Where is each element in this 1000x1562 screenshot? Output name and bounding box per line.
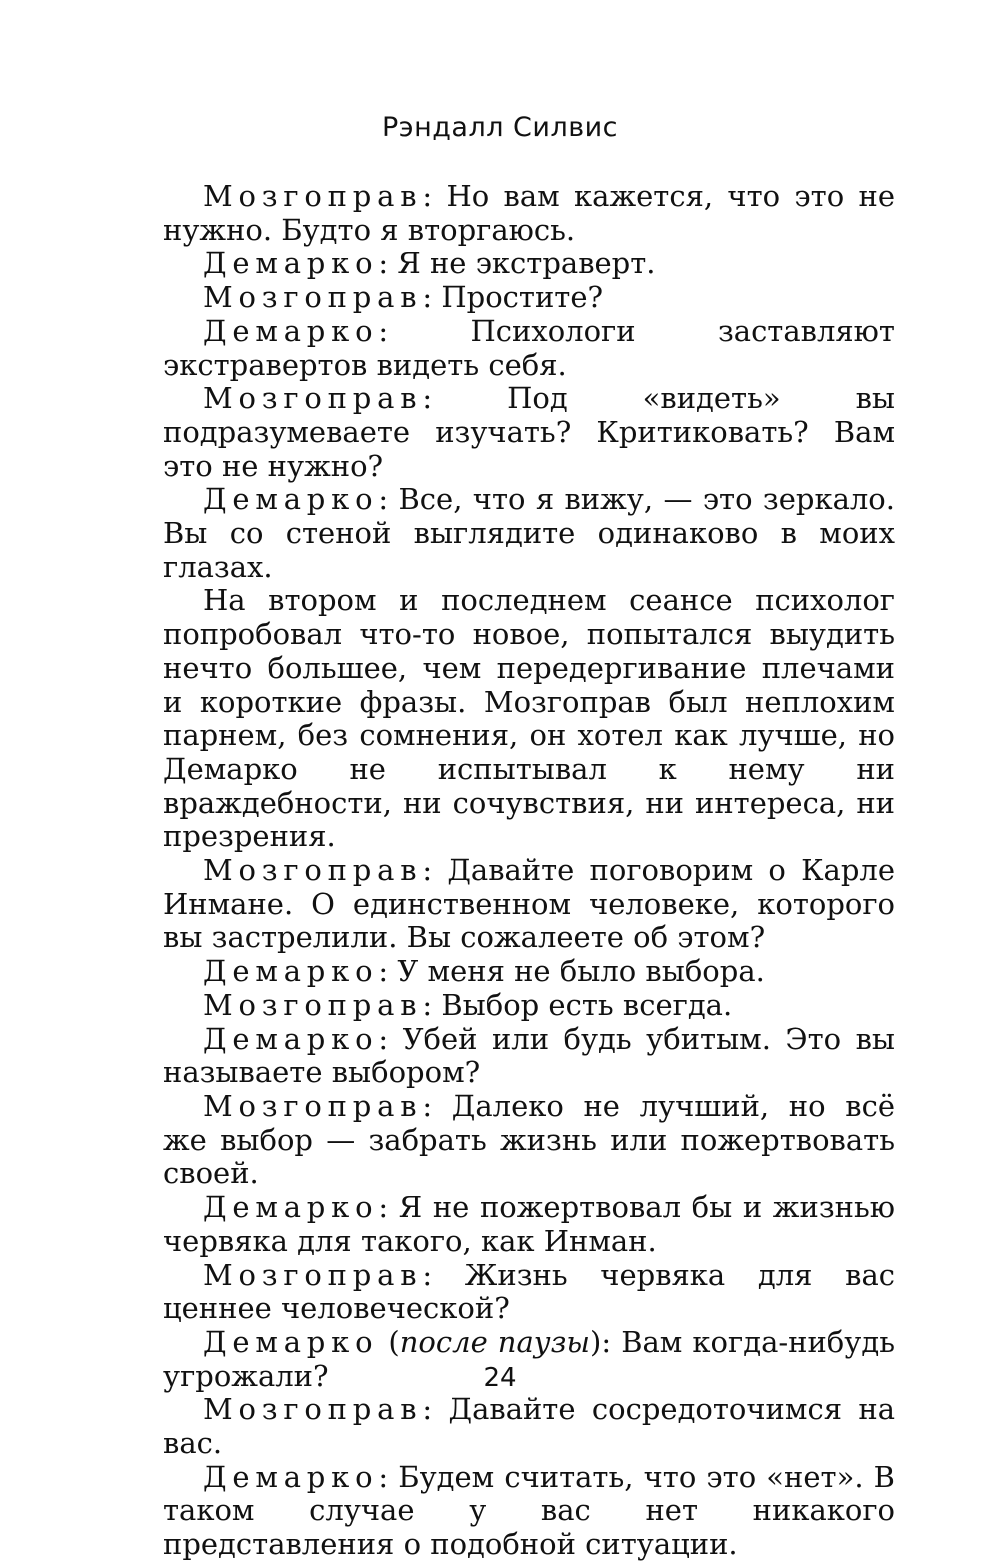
dialogue-line: У меня не было выбора. [397, 954, 765, 989]
speaker-name: Мозгоправ [203, 280, 423, 315]
dialogue-line: Под «видеть» вы подразумеваете изучать? Критиковать? Вам это не нужно? [163, 381, 895, 483]
speaker-name: Демарко [203, 313, 379, 348]
paragraph: Мозгоправ: Давайте сосредоточимся на вас. [163, 1392, 895, 1461]
dialogue-line: Будем считать, что это «нет». В таком случае у вас нет никакого представления о подобной ситуации. [163, 1459, 895, 1562]
paragraph: Мозгоправ: Жизнь червяка для вас ценнее человеческой? [163, 1257, 895, 1326]
narrative-paragraph: На втором и последнем сеансе психолог попробовал что-то новое, попытался выудить нечто большее, чем передергивание плечами и короткие фразы. Мозгоправ был неплохим парнем, без сомнения, он хотел как лучше, но Демарко не испытывал к нему ни враждебности, ни сочувствия, ни интереса, ни презрения. [163, 583, 895, 854]
paragraph: Демарко: Убей или будь убитым. Это вы называете выбором? [163, 1021, 895, 1090]
running-head: Рэндалл Силвис [381, 112, 619, 143]
speaker-name: Демарко [203, 1324, 379, 1359]
speaker-name: Демарко [203, 954, 379, 989]
paragraph: Демарко: У меня не было выбора. [203, 954, 765, 989]
body-text [163, 180, 895, 1562]
dialogue-line: Выбор есть всегда. [441, 987, 733, 1022]
paragraph: Мозгоправ: Давайте поговорим о Карле Инмане. О единственном человеке, которого вы застрелили. Вы сожалеете об этом? [163, 853, 895, 955]
stage-direction: после паузы [399, 1324, 591, 1359]
speaker-name: Мозгоправ [203, 1088, 423, 1123]
speaker-name: Мозгоправ [203, 987, 423, 1022]
speaker-name: Демарко [203, 1021, 379, 1056]
paragraph: Мозгоправ: Далеко не лучший, но всё же выбор — забрать жизнь или пожертвовать своей. [163, 1088, 895, 1191]
paragraph: Демарко: Я не пожертвовал бы и жизнью червяка для такого, как Инман. [163, 1190, 895, 1258]
speaker-name: Демарко [203, 482, 379, 517]
dialogue-line: Психологи заставляют экстравертов видеть себя. [163, 313, 895, 382]
paragraph: Мозгоправ: Но вам кажется, что это не нужно. Будто я вторгаюсь. [163, 179, 895, 247]
speaker-name: Мозгоправ [203, 1392, 423, 1427]
paragraph: Демарко (после паузы): Вам когда-нибудь угрожали? [163, 1324, 895, 1393]
dialogue-line: Давайте поговорим о Карле Инмане. О единственном человеке, которого вы застрелили. Вы сожалеете об этом? [163, 853, 895, 955]
dialogue-line: Жизнь червяка для вас ценнее человеческой? [163, 1257, 895, 1326]
speaker-name: Мозгоправ [203, 1257, 423, 1292]
dialogue-line: Простите? [441, 280, 604, 315]
paragraph: Мозгоправ: Простите? [203, 280, 604, 315]
dialogue-line: Далеко не лучший, но всё же выбор — забрать жизнь или пожертвовать своей. [163, 1088, 895, 1191]
dialogue-line: Убей или будь убитым. Это вы называете выбором? [163, 1021, 895, 1090]
speaker-name: Мозгоправ [203, 853, 423, 888]
speaker-name: Демарко [203, 246, 379, 281]
dialogue-line: Я не пожертвовал бы и жизнью червяка для такого, как Инман. [163, 1190, 895, 1258]
paragraph: Демарко: Все, что я вижу, — это зеркало. Вы со стеной выглядите одинаково в моих глазах. [163, 482, 895, 584]
dialogue-line: Но вам кажется, что это не нужно. Будто я вторгаюсь. [163, 179, 895, 247]
dialogue-line: Вам когда-нибудь угрожали? [163, 1324, 895, 1393]
page-number: 24 [483, 1363, 517, 1393]
speaker-name: Демарко [203, 1190, 379, 1225]
speaker-name: Мозгоправ [203, 381, 423, 416]
paragraph: Мозгоправ: Выбор есть всегда. [203, 987, 733, 1022]
paragraph: Мозгоправ: Под «видеть» вы подразумеваете изучать? Критиковать? Вам это не нужно? [163, 381, 895, 483]
dialogue-line: Я не экстраверт. [397, 246, 656, 281]
paragraph: Демарко: Будем считать, что это «нет». В таком случае у вас нет никакого представления о подобной ситуации. [163, 1459, 895, 1562]
paragraph: Демарко: Я не экстраверт. [203, 246, 656, 281]
dialogue-line: Давайте сосредоточимся на вас. [163, 1392, 895, 1461]
speaker-name: Демарко [203, 1459, 379, 1494]
dialogue-line: Все, что я вижу, — это зеркало. Вы со стеной выглядите одинаково в моих глазах. [163, 482, 895, 584]
speaker-name: Мозгоправ [203, 179, 423, 213]
paragraph: Демарко: Психологи заставляют экстравертов видеть себя. [163, 313, 895, 382]
